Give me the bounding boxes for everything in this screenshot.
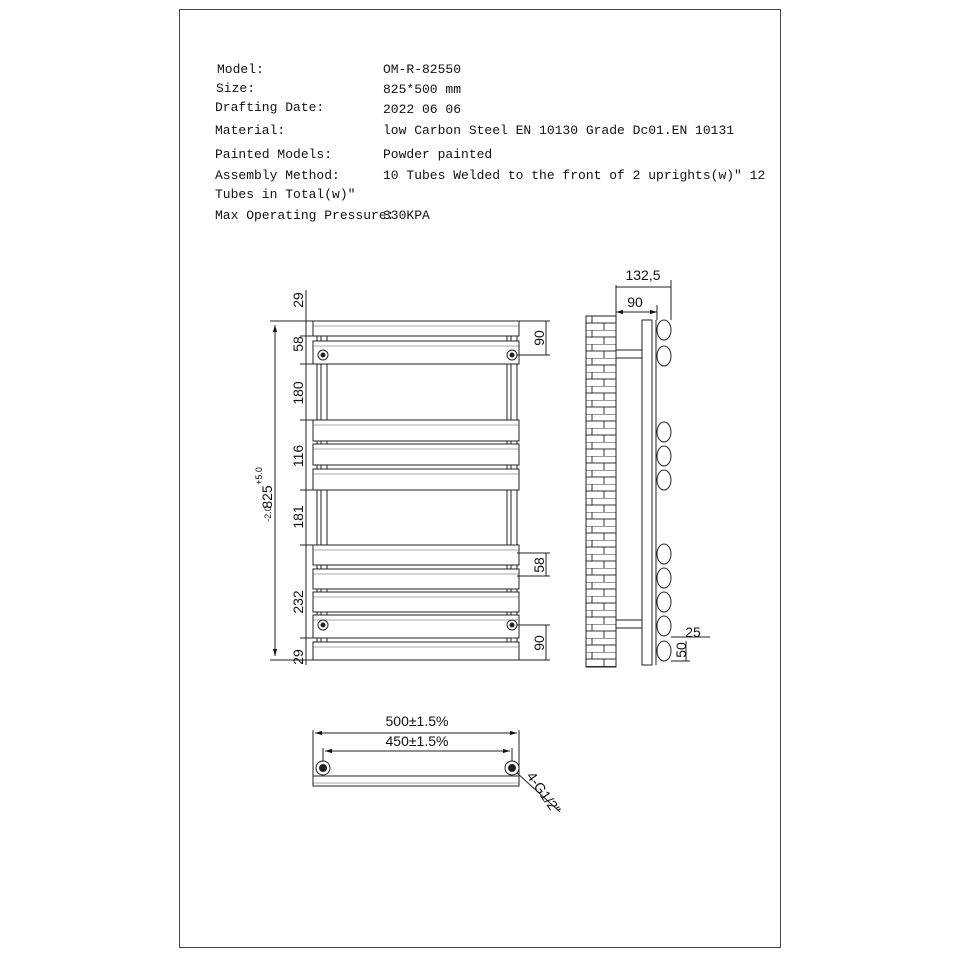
front-tubes — [313, 321, 519, 660]
assembly-continuation: Tubes in Total(w)″ — [215, 187, 356, 202]
side-tubes — [657, 320, 671, 661]
width-centers: 450±1.5% — [385, 733, 449, 749]
depth-total: 132,5 — [625, 267, 661, 283]
tube-width: 25 — [685, 624, 701, 640]
dim-right-top: 90 — [531, 330, 547, 346]
dim-lower-group: 232 — [290, 590, 306, 614]
assembly-label: Assembly Method: — [215, 168, 340, 183]
date-value: 2022 06 06 — [383, 102, 462, 117]
dim-bottom: 29 — [290, 649, 306, 665]
side-view — [586, 280, 710, 667]
dim-first-tube: 58 — [290, 336, 306, 352]
model-value: OM-R-82550 — [383, 62, 462, 77]
height-tolerance-lower: -2.0 — [263, 506, 273, 522]
connection-size: 4-G1/2″ — [523, 768, 565, 817]
dim-gap-mid: 181 — [290, 505, 306, 529]
wall-bricks — [586, 316, 616, 667]
painted-label: Painted Models: — [215, 147, 333, 162]
width-total: 500±1.5% — [385, 713, 449, 729]
upper-bracket — [616, 350, 642, 358]
dim-right-mid: 58 — [531, 557, 547, 573]
side-upright — [642, 320, 652, 665]
pressure-label: Max Operating Pressure: — [215, 208, 395, 223]
front-view — [270, 290, 550, 665]
bottom-tube — [313, 776, 519, 786]
overall-height: 825 — [259, 485, 275, 509]
pressure-value: 330KPA — [383, 208, 430, 223]
material-label: Material: — [215, 123, 286, 138]
size-value: 825*500 mm — [383, 82, 462, 97]
dim-middle: 116 — [290, 444, 306, 468]
bottom-dimension-labels — [386, 713, 565, 817]
assembly-value: 10 Tubes Welded to the front of 2 uprights(w)″ 12 — [383, 168, 766, 183]
model-label: Model: — [217, 62, 264, 77]
material-value: low Carbon Steel EN 10130 Grade Dc01.EN 10131 — [383, 123, 735, 138]
dim-right-bottom: 90 — [531, 635, 547, 651]
right-dimensions — [517, 321, 550, 660]
dim-gap-upper: 180 — [290, 381, 306, 405]
lower-bracket — [616, 620, 642, 628]
date-label: Drafting Date: — [215, 100, 325, 115]
size-label: Size: — [216, 81, 256, 96]
painted-value: Powder painted — [383, 147, 493, 162]
depth-wall: 90 — [627, 294, 643, 310]
tube-depth: 50 — [673, 642, 689, 658]
height-tolerance-upper: +5.0 — [254, 467, 264, 485]
dim-top: 29 — [290, 292, 306, 308]
